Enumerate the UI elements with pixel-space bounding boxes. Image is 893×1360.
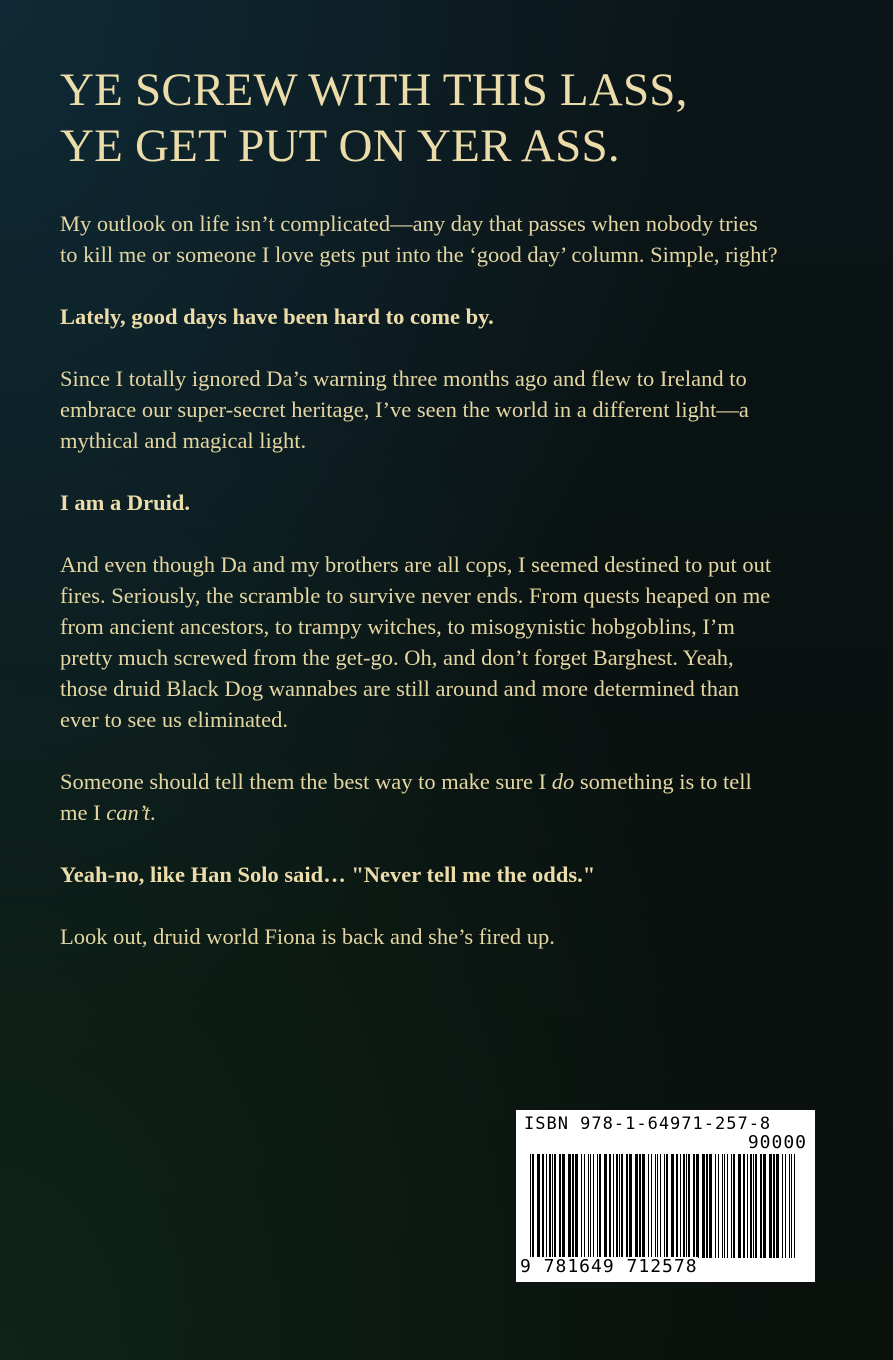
headline [60, 62, 840, 174]
barcode-bar [655, 1154, 656, 1258]
price-code: 90000 [747, 1132, 807, 1153]
barcode-bar [747, 1154, 748, 1258]
barcode-bar [696, 1154, 699, 1258]
barcode-bar [724, 1154, 725, 1258]
barcode-bar [731, 1154, 732, 1258]
paragraph-good-days: Lately, good days have been hard to come by. [60, 304, 494, 329]
barcode-bar [629, 1154, 632, 1258]
barcode-bars [530, 1154, 798, 1258]
barcode-bar [542, 1154, 544, 1258]
barcode-bar [604, 1154, 607, 1258]
barcode-bar [676, 1154, 678, 1258]
barcode-bar [791, 1154, 792, 1258]
barcode-bar [597, 1154, 598, 1258]
paragraph-ireland: Since I totally ignored Da’s warning three months ago and flew to Ireland to embrace our super-secret heritage, I’ve seen the world in a different light—a mythical and magical light. [60, 366, 749, 453]
barcode-bar [782, 1154, 783, 1258]
paragraph-han-solo: Yeah-no, like Han Solo said… "Never tell me the odds." [60, 862, 596, 887]
paragraph-cant [60, 766, 780, 828]
barcode-bar [666, 1154, 668, 1258]
emphasis-cant: can’t [106, 800, 150, 825]
headline-line-2: YE GET PUT ON YER ASS. [60, 120, 620, 172]
emphasis-do: do [551, 769, 575, 794]
barcode-bar [532, 1154, 534, 1258]
barcode-bar [794, 1154, 795, 1258]
barcode-bar [715, 1154, 716, 1258]
barcode-bar [559, 1154, 561, 1258]
barcode-bar [702, 1154, 705, 1258]
barcode-bar [581, 1154, 582, 1258]
paragraph-cant-text-2: something is to tell me I [60, 769, 752, 825]
barcode-bar [743, 1154, 745, 1258]
barcode-bar [709, 1154, 712, 1258]
barcode-bar [648, 1154, 649, 1258]
barcode-bar [572, 1154, 574, 1258]
barcode-bar [554, 1154, 556, 1258]
paragraph-cant-text-1: Someone should tell them the best way to make sure I [60, 769, 552, 794]
barcode-bar [635, 1154, 638, 1258]
barcode-bar [590, 1154, 591, 1258]
barcode-bar [657, 1154, 658, 1258]
barcode-bar [789, 1154, 790, 1258]
barcode-bar [599, 1154, 601, 1258]
barcode-bar [769, 1154, 772, 1258]
barcode-bar [639, 1154, 641, 1258]
barcode-bar [776, 1154, 779, 1258]
headline-line-1: YE SCREW WITH THIS LASS, [60, 64, 688, 116]
barcode-bar [575, 1154, 578, 1258]
barcode-bar [584, 1154, 585, 1258]
paragraph-outlook: My outlook on life isn’t complicated—any day that passes when nobody tries to kill me or someone I love gets put into the ‘good day’ column. Simple, right? [60, 211, 778, 267]
barcode-bar [613, 1154, 614, 1258]
barcode-bar [664, 1154, 665, 1258]
paragraph-fires: And even though Da and my brothers are all cops, I seemed destined to put out fires. Seriously, the scramble to survive never ends. From quests heaped on me from ancient ancestors, to trampy witches, to misogynistic hobgoblins, I’m pretty much screwed from the get-go. Oh, and don’t forget Barghest. Yeah, those druid Black Dog wannabes are still around and more determined than ever to see us eliminated. [60, 552, 772, 732]
barcode-bar [688, 1154, 690, 1258]
barcode-bar [718, 1154, 719, 1258]
barcode-bar [773, 1154, 775, 1258]
barcode-bar [738, 1154, 741, 1258]
barcode-bar [619, 1154, 620, 1258]
barcode-bar [671, 1154, 674, 1258]
barcode-bar [727, 1154, 728, 1258]
barcode-bar [733, 1154, 735, 1258]
barcode-bar [660, 1154, 661, 1258]
barcode-bar [753, 1154, 754, 1258]
isbn-barcode [516, 1110, 815, 1282]
barcode-bar [642, 1154, 645, 1258]
barcode-bar [722, 1154, 723, 1258]
paragraph-cant-text-3: . [149, 800, 156, 825]
barcode-bar [683, 1154, 685, 1258]
paragraph-look-out: Look out, druid world Fiona is back and she’s fired up. [60, 924, 555, 949]
barcode-bar [616, 1154, 618, 1258]
ean-digits: 9 781649 712578 [520, 1256, 698, 1277]
barcode-bar [755, 1154, 757, 1258]
barcode-bar [651, 1154, 652, 1258]
barcode-bar [763, 1154, 766, 1258]
barcode-bar [562, 1154, 565, 1258]
barcode-bar [552, 1154, 553, 1258]
barcode-bar [626, 1154, 628, 1258]
barcode-bar [593, 1154, 594, 1258]
barcode-bar [546, 1154, 547, 1258]
barcode-bar [549, 1154, 551, 1258]
barcode-bar [537, 1154, 540, 1258]
barcode-bar [706, 1154, 708, 1258]
isbn-label: ISBN 978-1-64971-257-8 [524, 1114, 772, 1134]
barcode-bar [530, 1154, 531, 1258]
paragraph-druid: I am a Druid. [60, 490, 191, 515]
barcode-bar [588, 1154, 589, 1258]
barcode-bar [680, 1154, 681, 1258]
barcode-bar [693, 1154, 695, 1258]
back-cover-text [60, 62, 840, 983]
barcode-bar [621, 1154, 623, 1258]
barcode-bar [785, 1154, 786, 1258]
barcode-bar [568, 1154, 571, 1258]
barcode-bar [686, 1154, 687, 1258]
barcode-bar [760, 1154, 762, 1258]
barcode-bar [750, 1154, 752, 1258]
barcode-bar [609, 1154, 611, 1258]
